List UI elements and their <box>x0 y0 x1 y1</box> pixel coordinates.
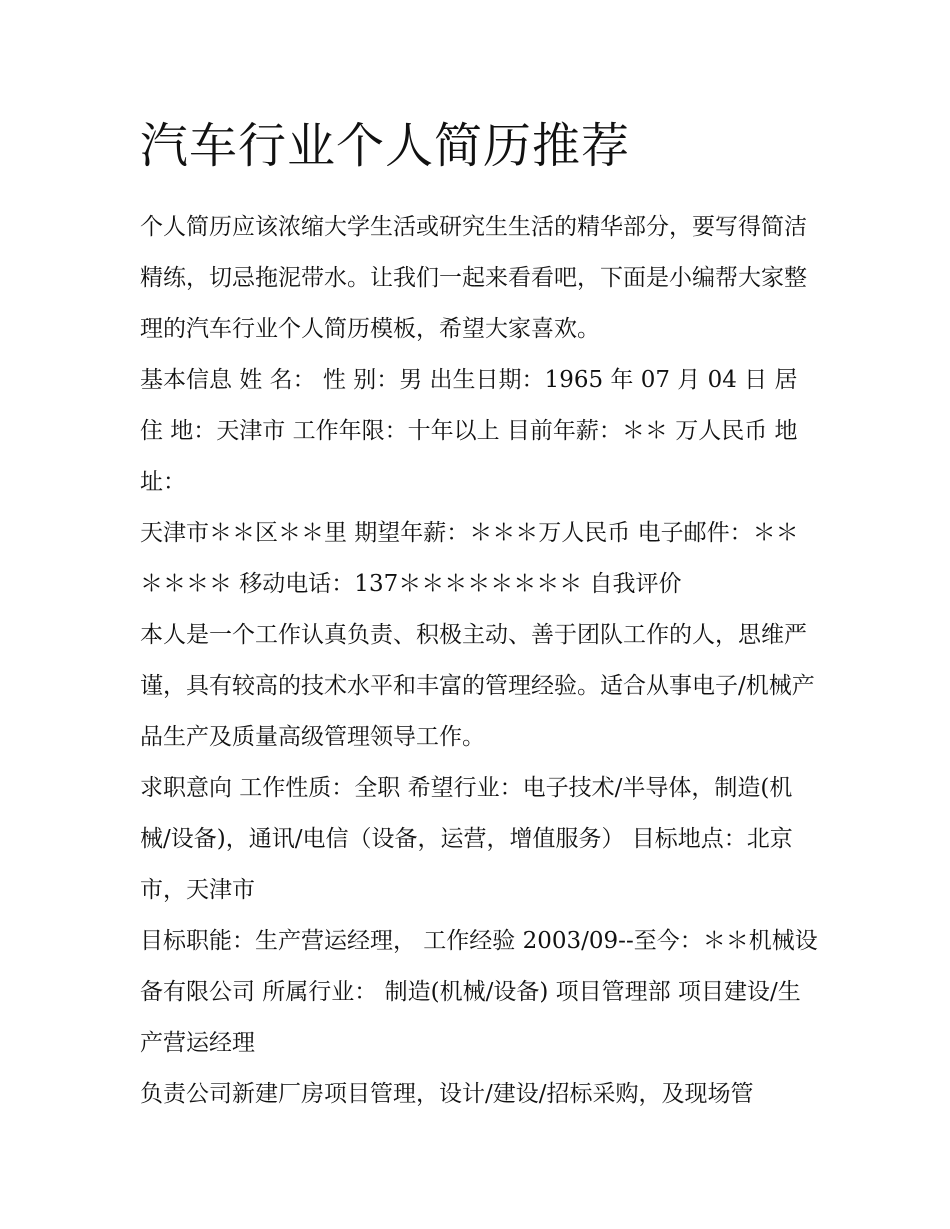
paragraph-basic-info: 基本信息 姓 名： 性 别：男 出生日期：1965 年 07 月 04 日 居住 地：天津市 工作年限：十年以上 目前年薪：＊＊ 万人民币 地 址： <box>140 367 798 495</box>
paragraph-self-evaluation: 本人是一个工作认真负责、积极主动、善于团队工作的人，思维严谨，具有较高的技术水平和丰富的管理经验。适合从事电子/机械产品生产及质量高级管理领导工作。 <box>140 622 815 750</box>
paragraph-contact: 天津市＊＊区＊＊里 期望年薪：＊＊＊万人民币 电子邮件：＊＊＊＊＊＊ 移动电话：137＊＊＊＊＊＊＊＊ 自我评价 <box>140 520 799 597</box>
document-page <box>140 110 820 1120</box>
paragraph-job-intention: 求职意向 工作性质：全职 希望行业：电子技术/半导体，制造(机械/设备)，通讯/电信（设备，运营，增值服务） 目标地点：北京市，天津市 <box>140 775 793 903</box>
paragraph-responsibilities: 负责公司新建厂房项目管理，设计/建设/招标采购，及现场管 <box>140 1081 754 1107</box>
paragraph-work-experience: 目标职能：生产营运经理， 工作经验 2003/09--至今：＊＊机械设备有限公司 所属行业： 制造(机械/设备) 项目管理部 项目建设/生产营运经理 <box>140 928 818 1056</box>
document-title: 汽车行业个人简历推荐 <box>140 118 631 174</box>
paragraph-intro: 个人简历应该浓缩大学生活或研究生生活的精华部分，要写得简洁精练，切忌拖泥带水。让我们一起来看看吧，下面是小编帮大家整理的汽车行业个人简历模板，希望大家喜欢。 <box>140 214 807 342</box>
